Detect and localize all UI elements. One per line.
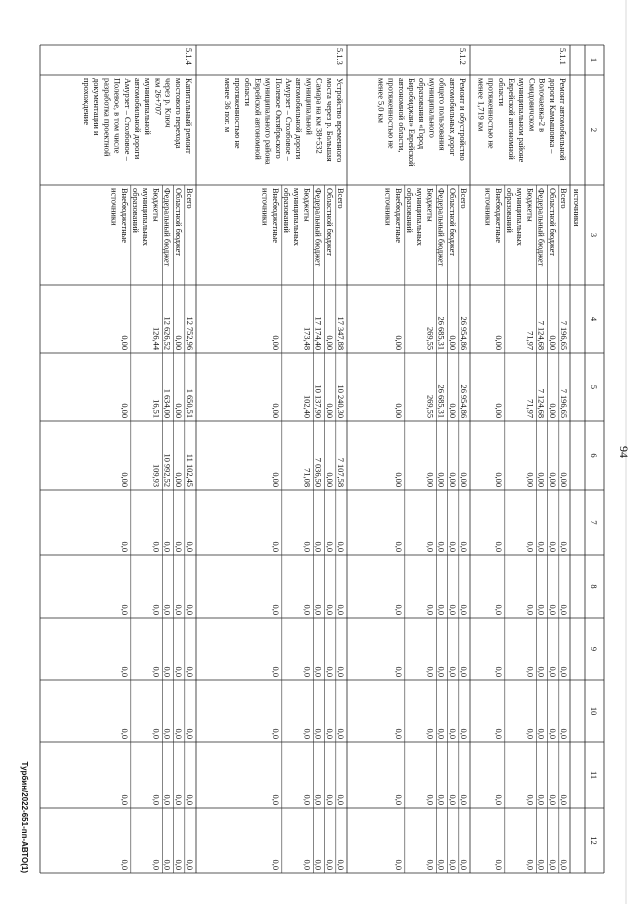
value-cell: 0,0: [436, 728, 446, 739]
source-label: образований: [405, 188, 414, 233]
value-cell: 0,0: [324, 728, 334, 739]
value-cell: 0,0: [324, 794, 334, 805]
column-number-9: 9: [589, 646, 598, 652]
value-cell: 0,0: [151, 794, 161, 805]
value-cell: 0,0: [425, 859, 435, 870]
source-label: Всего: [459, 188, 468, 209]
section-title-line: менее 5,0 км: [376, 78, 386, 123]
value-cell: 0,0: [525, 859, 535, 870]
value-cell: 0,0: [173, 859, 183, 870]
section-title-line: Еврейской автономной: [253, 78, 263, 160]
section-title-line: Амурзет – Столбовое –: [122, 78, 132, 161]
column-number-4: 4: [589, 316, 598, 322]
value-cell: 0,0: [536, 666, 546, 677]
value-cell: 0,0: [547, 666, 557, 677]
section-title-line: Ремонт и обустройство: [458, 78, 467, 161]
value-cell: 7 107,58: [336, 457, 345, 487]
section-title-line: Самара на км 38+532: [314, 78, 324, 154]
value-cell: 0,0: [436, 794, 446, 805]
value-cell: 0,0: [559, 541, 568, 552]
source-label: источники: [260, 188, 270, 226]
section-title-line: дороги Камышовка –: [547, 78, 557, 154]
value-cell: 0,0: [447, 666, 457, 677]
value-cell: 0,0: [313, 794, 323, 805]
value-cell: 0,0: [185, 728, 194, 739]
value-cell: 0,00: [559, 472, 568, 487]
value-cell: 0,0: [162, 604, 172, 615]
value-cell: 0,0: [270, 541, 280, 552]
column-number-10: 10: [589, 706, 598, 716]
value-cell: 0,0: [313, 859, 323, 870]
section-title-line: Устройство временного: [335, 78, 344, 163]
section-title-line: через р. Ключ: [163, 78, 173, 128]
value-cell: 0,0: [336, 541, 345, 552]
value-cell: 0,0: [324, 541, 334, 552]
value-cell: 0,0: [393, 794, 403, 805]
value-cell: 0,0: [559, 794, 568, 805]
value-cell: 0,0: [162, 541, 172, 552]
section-title-line: протяженностью не: [233, 78, 242, 149]
section-title-line: автомобильных дорог: [447, 78, 457, 156]
value-cell: 0,00: [270, 472, 280, 487]
value-cell: 0,0: [459, 859, 468, 870]
section-title-line: муниципальной: [304, 78, 314, 135]
rotated-table-page: [20, 45, 631, 873]
value-cell: 0,0: [162, 794, 172, 805]
section-title-line: Полевое Октябрьского: [273, 78, 283, 159]
value-cell: 0,00: [493, 472, 503, 487]
section-title-line: области: [243, 78, 253, 106]
value-cell: 0,00: [270, 403, 280, 418]
value-cell: 0,0: [270, 728, 280, 739]
column-number-5: 5: [589, 384, 598, 390]
value-cell: 1 650,51: [185, 388, 194, 418]
value-cell: 269,55: [425, 394, 435, 418]
value-cell: 0,0: [162, 666, 172, 677]
value-cell: 0,0: [536, 859, 546, 870]
value-cell: 26 685,31: [436, 316, 446, 350]
source-label: источники: [383, 188, 393, 226]
value-cell: 0,0: [324, 666, 334, 677]
source-label: образований: [131, 188, 140, 233]
value-cell: 0,0: [119, 794, 129, 805]
value-cell: 7 124,68: [536, 388, 546, 418]
value-cell: 0,0: [547, 604, 557, 615]
section-title-line: мостового перехода: [173, 78, 183, 149]
value-cell: 0,0: [185, 666, 194, 677]
page-number: 94: [617, 446, 631, 458]
section-title-line: муниципальной: [143, 78, 153, 135]
value-cell: 0,00: [173, 403, 183, 418]
value-cell: 0,0: [336, 859, 345, 870]
value-cell: 109,93: [151, 463, 161, 487]
source-label: источники: [109, 188, 119, 226]
value-cell: 0,0: [493, 604, 503, 615]
value-cell: 0,0: [393, 604, 403, 615]
source-label: муниципальных: [415, 188, 425, 246]
value-cell: 0,0: [493, 859, 503, 870]
value-cell: 0,0: [302, 859, 312, 870]
value-cell: 0,00: [393, 335, 403, 350]
value-cell: 0,0: [302, 794, 312, 805]
value-cell: 0,00: [119, 472, 129, 487]
section-number: 5.1.4: [184, 48, 193, 65]
value-cell: 0,0: [425, 728, 435, 739]
value-cell: 10 137,90: [313, 384, 323, 418]
value-cell: 0,0: [459, 541, 468, 552]
footer-filename: Турбин/2022-651-пп-АВТО(1): [20, 761, 29, 873]
value-cell: 16,51: [151, 399, 161, 418]
value-cell: 0,0: [313, 666, 323, 677]
value-cell: 0,0: [547, 794, 557, 805]
value-cell: 0,0: [559, 728, 568, 739]
source-label: Внебюджетные: [393, 188, 403, 244]
value-cell: 0,0: [302, 728, 312, 739]
source-label: Внебюджетные: [119, 188, 129, 244]
value-cell: 0,0: [151, 604, 161, 615]
value-cell: 0,00: [119, 403, 129, 418]
value-cell: 0,0: [547, 541, 557, 552]
column-number-11: 11: [589, 770, 598, 780]
section-number: 5.1.1: [558, 48, 567, 65]
column-number-8: 8: [589, 584, 598, 589]
value-cell: 0,0: [459, 728, 468, 739]
value-cell: 0,0: [336, 728, 345, 739]
value-cell: 0,0: [302, 666, 312, 677]
column-number-2: 2: [589, 127, 598, 133]
value-cell: 0,00: [536, 472, 546, 487]
value-cell: 0,0: [447, 859, 457, 870]
value-cell: 0,0: [436, 604, 446, 615]
value-cell: 71,97: [525, 331, 535, 350]
value-cell: 0,00: [447, 403, 457, 418]
column-number-6: 6: [589, 453, 598, 458]
value-cell: 0,0: [525, 604, 535, 615]
value-cell: 0,0: [173, 541, 183, 552]
value-cell: 0,0: [425, 666, 435, 677]
source-label: Внебюджетные: [493, 188, 503, 244]
value-cell: 0,00: [547, 335, 557, 350]
source-label: Всего: [336, 188, 345, 209]
value-cell: 0,0: [151, 859, 161, 870]
value-cell: 1 634,00: [162, 388, 172, 418]
value-cell: 0,00: [173, 472, 183, 487]
value-cell: 0,0: [270, 794, 280, 805]
value-cell: 0,0: [173, 666, 183, 677]
value-cell: 0,0: [151, 666, 161, 677]
value-cell: 0,0: [493, 728, 503, 739]
value-cell: 0,00: [447, 335, 457, 350]
section-title-line: автомобильной дороги: [294, 78, 304, 160]
value-cell: 0,0: [302, 604, 312, 615]
value-cell: 0,0: [151, 728, 161, 739]
column-number-1: 1: [589, 57, 598, 63]
value-cell: 26 954,86: [459, 316, 468, 350]
value-cell: 0,0: [336, 604, 345, 615]
value-cell: 0,0: [459, 604, 468, 615]
value-cell: 0,00: [547, 403, 557, 418]
section-title-line: протяженностью не: [486, 78, 496, 149]
section-title-line: разработка проектной: [102, 78, 112, 157]
value-cell: 0,0: [119, 604, 129, 615]
value-cell: 11 102,45: [185, 453, 194, 487]
value-cell: 17 347,88: [336, 316, 345, 350]
value-cell: 0,0: [425, 541, 435, 552]
value-cell: 126,44: [151, 326, 161, 350]
section-title-line: Амурзет – Столбовое –: [284, 78, 293, 161]
section-title-line: образования «Город: [417, 78, 427, 150]
value-cell: 0,0: [447, 604, 457, 615]
value-cell: 173,48: [302, 326, 312, 350]
value-cell: 0,0: [324, 604, 334, 615]
section-title-line: Волочаевка-2 в: [537, 78, 547, 133]
section-title-line: области: [496, 78, 506, 106]
value-cell: 0,0: [185, 541, 194, 552]
value-cell: 10 240,30: [336, 384, 345, 418]
section-number: 5.1.2: [458, 48, 467, 65]
value-cell: 26 954,86: [459, 384, 468, 418]
source-label: образований: [282, 188, 291, 233]
value-cell: 0,0: [536, 728, 546, 739]
value-cell: 7 196,65: [559, 388, 568, 418]
value-cell: 0,0: [119, 728, 129, 739]
source-label: Областной бюджет: [324, 188, 334, 257]
value-cell: 0,0: [173, 794, 183, 805]
section-title-line: документации и: [92, 78, 102, 136]
section-title-line: Биробиджан» Еврейской: [407, 78, 416, 167]
source-label: Бюджеты: [525, 188, 535, 222]
value-cell: 0,0: [525, 541, 535, 552]
value-cell: 0,00: [493, 335, 503, 350]
value-cell: 0,0: [185, 604, 194, 615]
source-label: Федеральный бюджет: [436, 188, 446, 267]
value-cell: 102,40: [302, 394, 312, 418]
section-title-line: муниципального: [427, 78, 437, 138]
value-cell: 0,0: [119, 859, 129, 870]
value-cell: 0,0: [559, 859, 568, 870]
source-label: муниципальных: [141, 188, 151, 246]
value-cell: 0,0: [547, 859, 557, 870]
value-cell: 0,0: [547, 728, 557, 739]
value-cell: 0,0: [270, 604, 280, 615]
value-cell: 0,0: [436, 666, 446, 677]
value-cell: 7 036,50: [313, 457, 323, 487]
value-cell: 0,0: [493, 541, 503, 552]
source-label: Областной бюджет: [173, 188, 183, 257]
value-cell: 0,0: [173, 728, 183, 739]
value-cell: 0,00: [525, 472, 535, 487]
value-cell: 0,0: [459, 666, 468, 677]
value-cell: 0,0: [270, 666, 280, 677]
value-cell: 0,0: [447, 541, 457, 552]
value-cell: 0,0: [119, 666, 129, 677]
source-label: источники: [483, 188, 493, 226]
value-cell: 0,0: [313, 728, 323, 739]
value-cell: 269,55: [425, 326, 435, 350]
value-cell: 0,0: [493, 794, 503, 805]
value-cell: 0,00: [459, 472, 468, 487]
value-cell: 0,0: [559, 666, 568, 677]
value-cell: 0,0: [119, 541, 129, 552]
section-title-line: муниципального района: [263, 78, 273, 165]
column-number-7: 7: [589, 520, 598, 525]
value-cell: 0,0: [313, 541, 323, 552]
value-cell: 0,00: [447, 472, 457, 487]
value-cell: 0,00: [425, 472, 435, 487]
value-cell: 0,0: [336, 794, 345, 805]
value-cell: 0,0: [151, 541, 161, 552]
section-title-line: прохождение: [82, 78, 91, 125]
column-number-3: 3: [589, 232, 598, 238]
value-cell: 0,0: [185, 859, 194, 870]
source-label: образований: [505, 188, 514, 233]
source-label: Внебюджетные: [270, 188, 280, 244]
section-title-line: км 26+707: [153, 78, 163, 116]
value-cell: 0,00: [324, 472, 334, 487]
value-cell: 0,0: [302, 541, 312, 552]
section-title-line: Полевое, в том числе: [112, 78, 122, 154]
value-cell: 26 685,31: [436, 384, 446, 418]
value-cell: 0,0: [185, 794, 194, 805]
value-cell: 0,0: [173, 604, 183, 615]
value-cell: 0,0: [313, 604, 323, 615]
value-cell: 0,00: [270, 335, 280, 350]
value-cell: 0,0: [270, 859, 280, 870]
value-cell: 0,0: [425, 794, 435, 805]
value-cell: 0,00: [436, 472, 446, 487]
source-label: Областной бюджет: [547, 188, 557, 257]
value-cell: 0,0: [336, 666, 345, 677]
source-label: Бюджеты: [151, 188, 161, 222]
value-cell: 71,08: [302, 468, 312, 487]
value-cell: 0,0: [393, 666, 403, 677]
value-cell: 0,0: [536, 541, 546, 552]
section-title-line: менее 36 пог. м: [222, 78, 232, 133]
value-cell: 0,0: [536, 604, 546, 615]
value-cell: 0,00: [173, 335, 183, 350]
source-label: Федеральный бюджет: [536, 188, 546, 267]
value-cell: 0,0: [525, 666, 535, 677]
value-cell: 0,0: [525, 794, 535, 805]
section-title-line: менее 1,719 км: [476, 78, 486, 132]
source-label: Всего: [185, 188, 194, 209]
value-cell: 0,0: [162, 728, 172, 739]
value-cell: 0,00: [324, 403, 334, 418]
section-title-line: протяженностью не: [386, 78, 396, 149]
value-cell: 0,0: [393, 541, 403, 552]
value-cell: 12 626,52: [162, 316, 172, 350]
source-label: Областной бюджет: [447, 188, 457, 257]
section-title-line: автомобильной дороги: [133, 78, 142, 160]
value-cell: 71,97: [525, 399, 535, 418]
value-cell: 0,00: [547, 472, 557, 487]
source-label: Федеральный бюджет: [162, 188, 172, 267]
value-cell: 0,0: [324, 859, 334, 870]
section-title-line: муниципальном районе: [517, 78, 527, 163]
value-cell: 0,0: [393, 728, 403, 739]
value-cell: 0,0: [162, 859, 172, 870]
value-cell: 0,0: [559, 604, 568, 615]
sources-header: источники: [572, 189, 581, 227]
section-title-line: моста через р. Большая: [324, 78, 334, 162]
value-cell: 0,00: [119, 335, 129, 350]
value-cell: 0,0: [393, 859, 403, 870]
section-title-line: Ремонт автомобильной: [558, 78, 567, 161]
section-title-line: Капитальный ремонт: [184, 78, 193, 154]
section-title-line: общего пользования: [437, 78, 447, 151]
source-label: муниципальных: [515, 188, 525, 246]
value-cell: 0,00: [493, 403, 503, 418]
value-cell: 0,0: [525, 728, 535, 739]
value-cell: 0,0: [425, 604, 435, 615]
section-title-line: Смидовичском: [527, 78, 537, 132]
value-cell: 0,00: [393, 472, 403, 487]
value-cell: 0,0: [447, 728, 457, 739]
value-cell: 0,00: [324, 335, 334, 350]
source-label: Бюджеты: [302, 188, 312, 222]
value-cell: 0,0: [436, 541, 446, 552]
value-cell: 0,0: [436, 859, 446, 870]
source-label: Бюджеты: [425, 188, 435, 222]
value-cell: 10 992,52: [162, 453, 172, 487]
value-cell: 0,0: [493, 666, 503, 677]
value-cell: 7 124,68: [536, 320, 546, 350]
value-cell: 7 196,65: [559, 320, 568, 350]
section-title-line: автономной области,: [396, 78, 406, 153]
section-title-line: Еврейской автономной: [507, 78, 516, 160]
value-cell: 0,00: [393, 403, 403, 418]
value-cell: 0,0: [459, 794, 468, 805]
value-cell: 12 752,96: [185, 316, 194, 350]
value-cell: 0,0: [447, 794, 457, 805]
section-number: 5.1.3: [335, 48, 344, 65]
source-label: муниципальных: [292, 188, 302, 246]
column-number-12: 12: [589, 836, 598, 845]
value-cell: 0,0: [536, 794, 546, 805]
value-cell: 17 174,40: [313, 316, 323, 350]
source-label: Всего: [559, 188, 568, 209]
source-label: Федеральный бюджет: [313, 188, 323, 267]
